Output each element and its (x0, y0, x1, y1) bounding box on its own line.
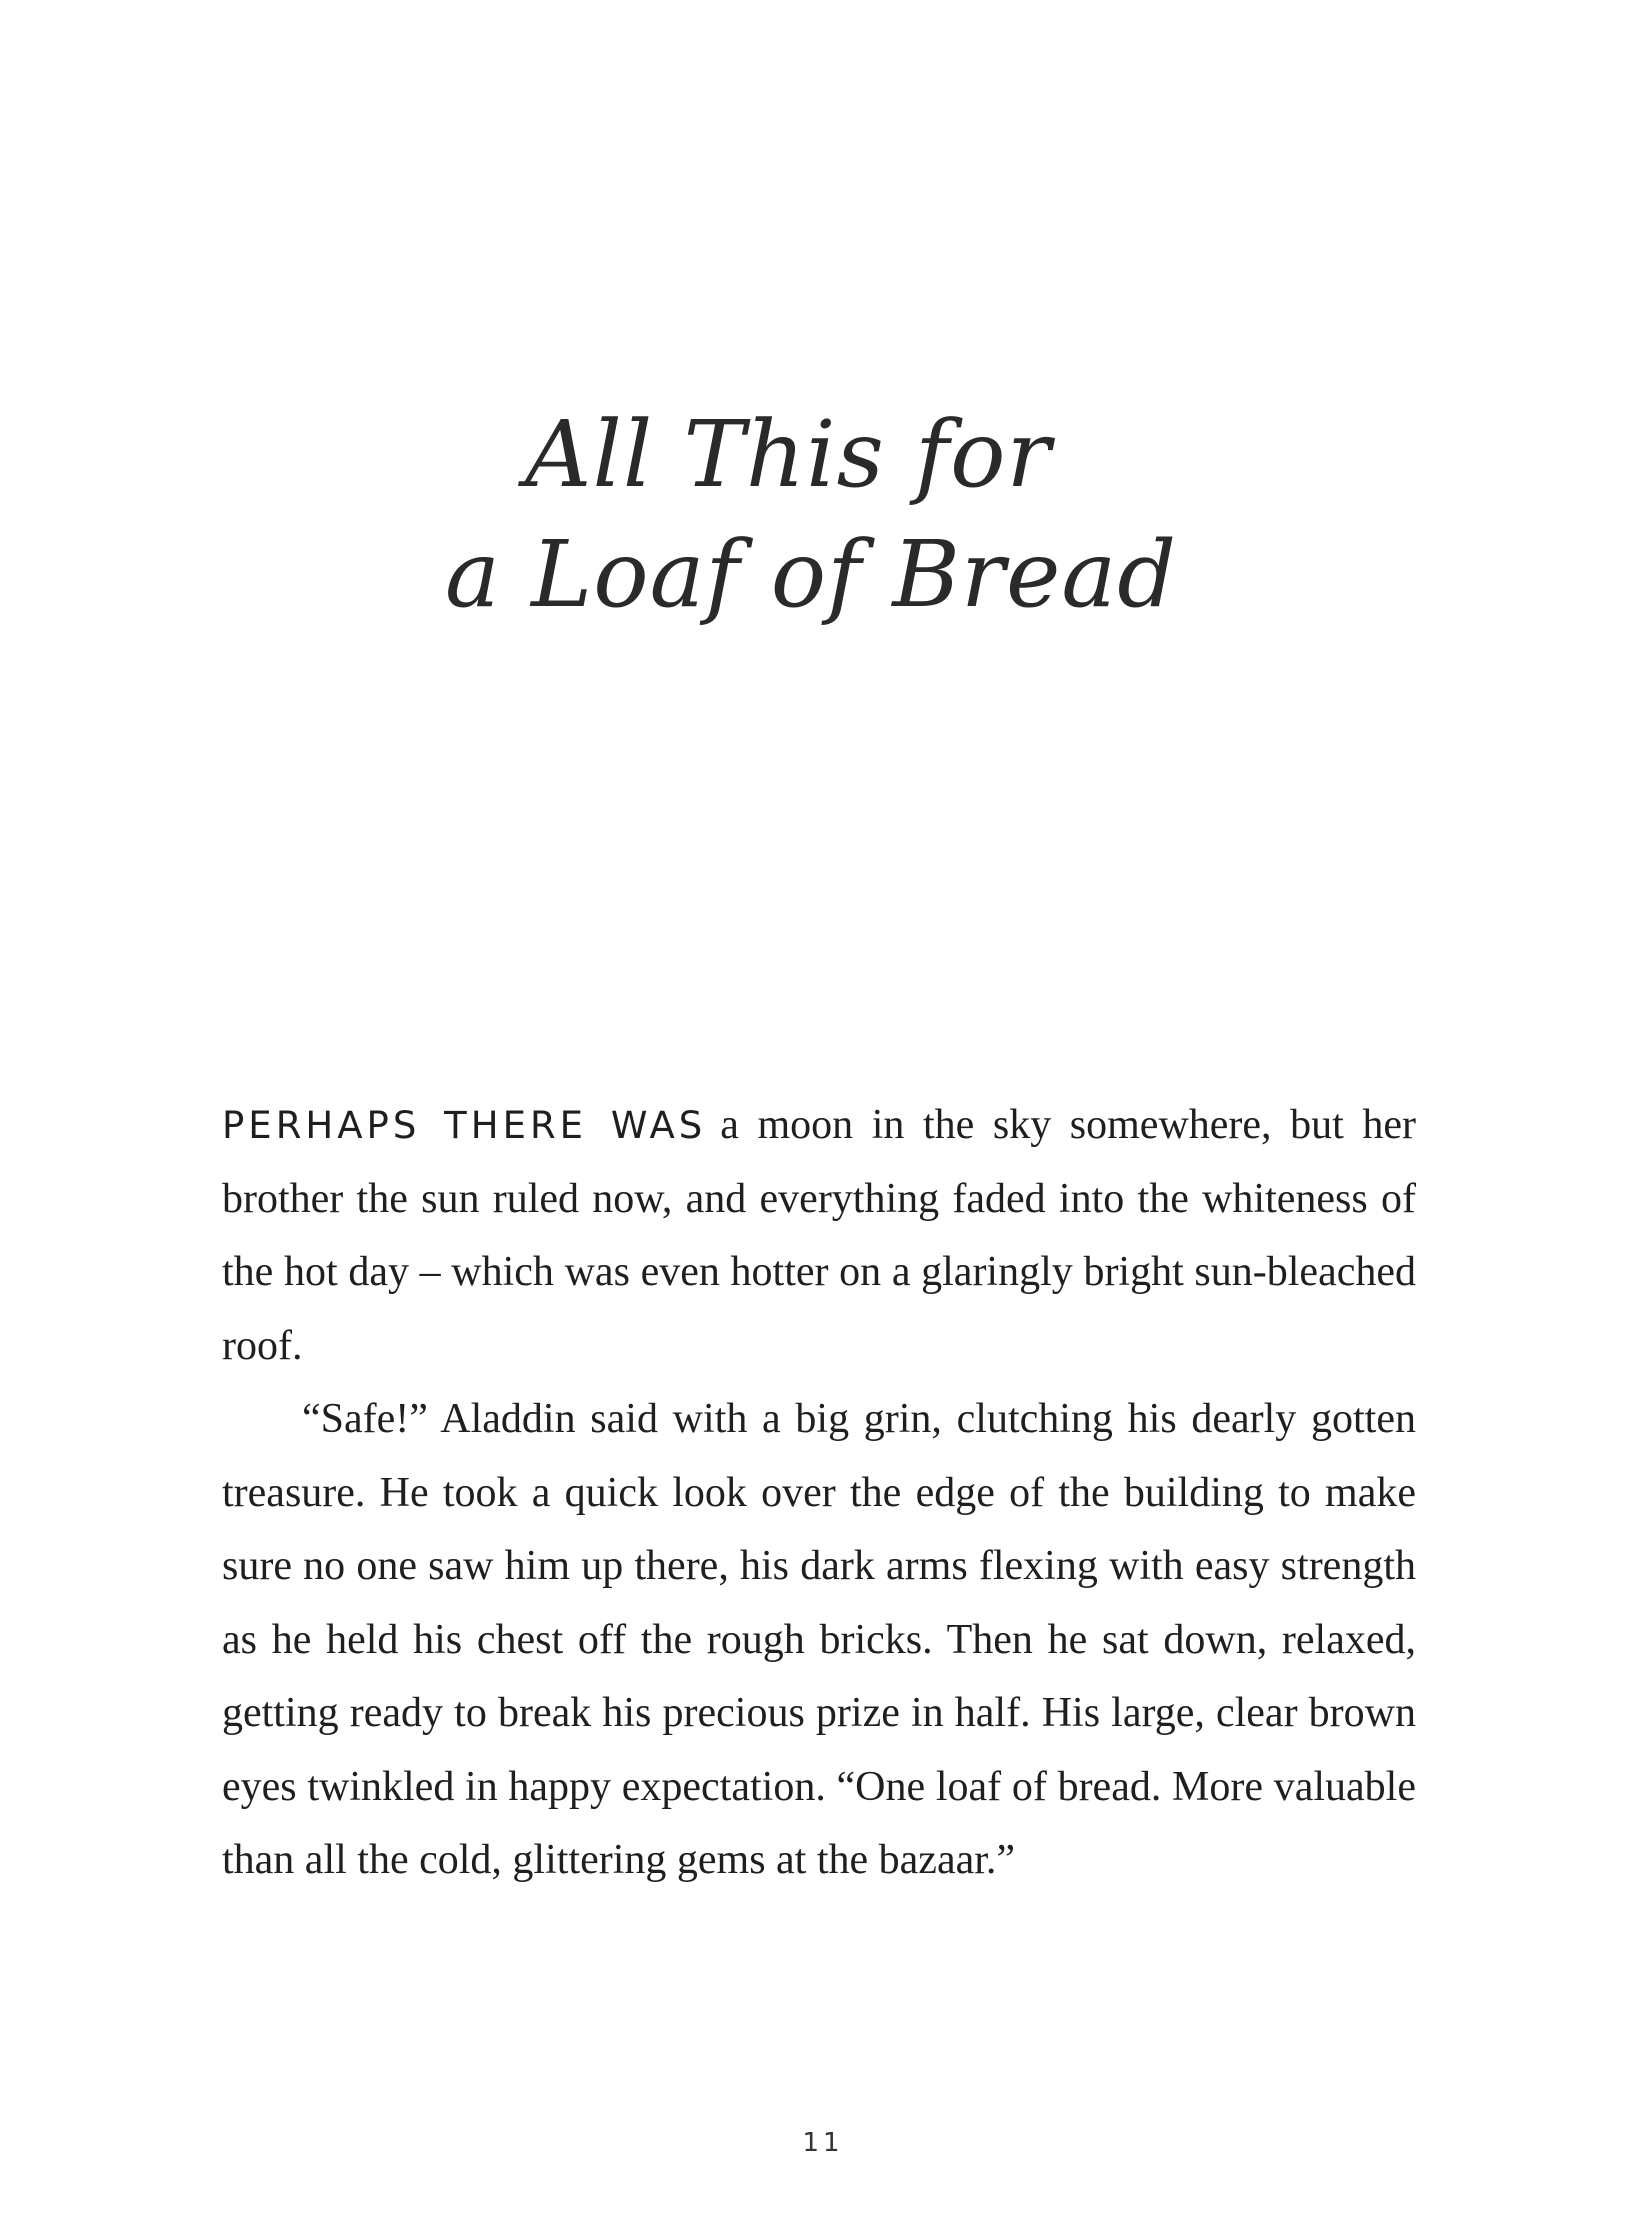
chapter-title-line-1: All This for (525, 401, 1052, 508)
chapter-title-line-2: a Loaf of Bread (445, 521, 1178, 628)
paragraph-1-text: a moon in the sky somewhere, but her brother the sun ruled now, and everything faded into the whiteness of the hot day – which was even hotter on a glaringly bright sun-bleached roof. (222, 1102, 1416, 1369)
paragraph-2: “Safe!” Aladdin said with a big grin, clutching his dearly gotten treasure. He took a quick look over the edge of the building to make sure no one saw him up there, his dark arms flexing with easy strength as he held his chest off the rough bricks. Then he sat down, relaxed, getting ready to break his precious prize in half. His large, clear brown eyes twinkled in happy expectation. “One loaf of bread. More valuable than all the cold, glittering gems at the bazaar.” (222, 1396, 1416, 1883)
lead-in-small-caps: PERHAPS THERE WAS (222, 1104, 707, 1147)
chapter-title (430, 395, 1230, 635)
page-number: 11 (802, 2128, 844, 2158)
chapter-body (222, 1089, 1416, 1898)
paragraph-1 (222, 1089, 1416, 1383)
